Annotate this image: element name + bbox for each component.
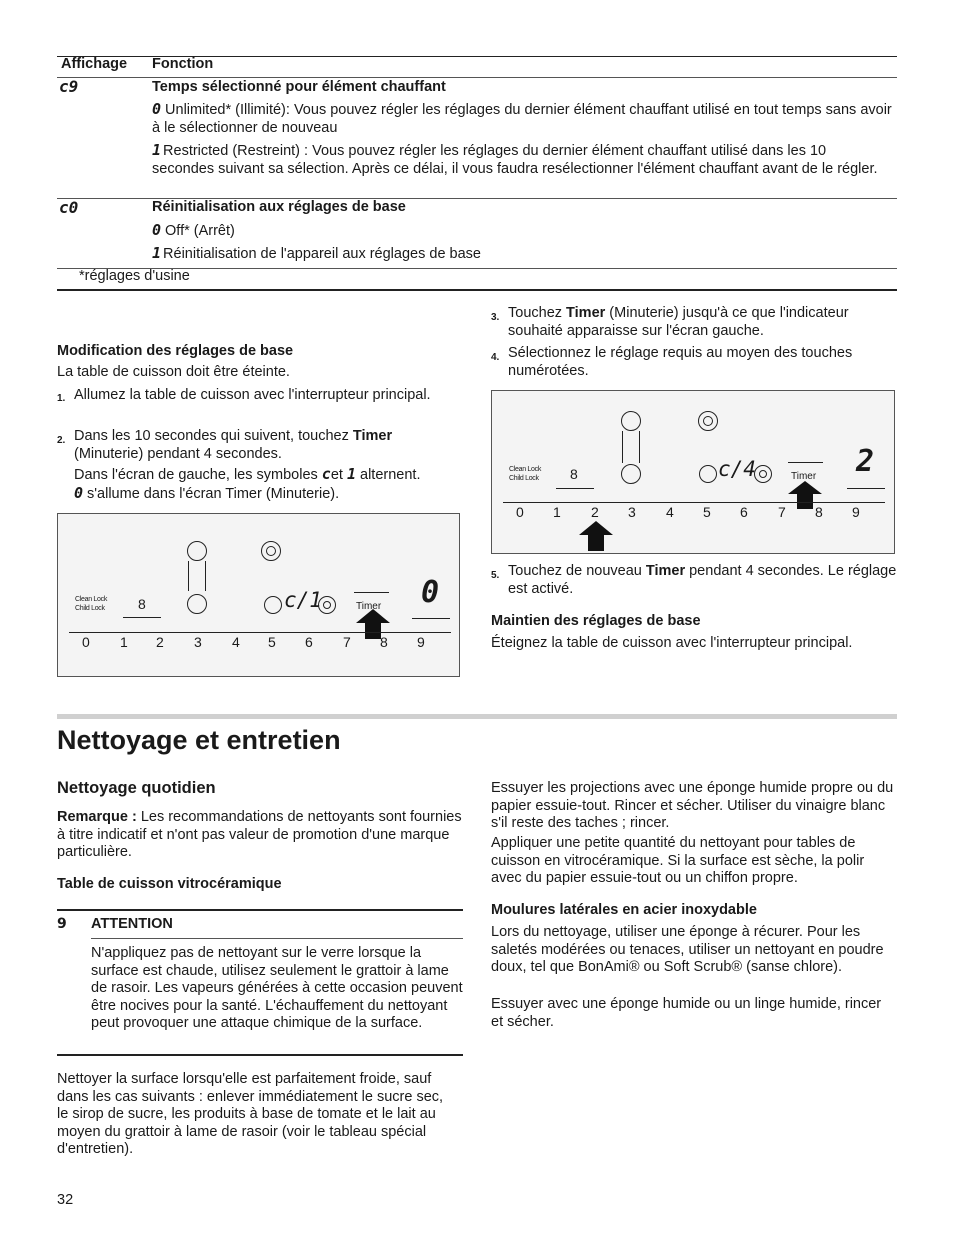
option-text: Réinitialisation de l'appareil aux réglages de base (163, 246, 481, 262)
child-lock-label: Child Lock (509, 475, 539, 482)
row-option (152, 142, 892, 178)
attention-bottom-rule (57, 1054, 463, 1056)
key-7: 7 (343, 634, 351, 650)
page-number: 32 (57, 1192, 74, 1208)
key-4: 4 (232, 634, 240, 650)
subsection-title: Nettoyage quotidien (57, 779, 216, 797)
right-paragraph-2: Appliquer une petite quantité du nettoyant pour tables de cuisson en vitrocéramique. Si la surface est sèche, la polir avec du papier essuie-tout ou un chiffon propre. (491, 835, 865, 886)
key-7: 7 (778, 504, 786, 520)
step-2-note (74, 466, 464, 485)
burner-inner-icon (266, 546, 276, 556)
moulures-paragraph-1: Lors du nettoyage, utiliser une éponge à récurer. Pour les saletés modérées ou tenaces, utiliser un nettoyant en poudre doux, tel que BonAmi® ou Soft Scrub® (sanse chlore). (491, 924, 884, 975)
row-title: Temps sélectionné pour élément chauffant (152, 79, 446, 95)
step-number: 1. (57, 393, 66, 404)
timer-label: Timer (356, 601, 382, 612)
remarque-label: Remarque : (57, 809, 137, 825)
burner-icon (621, 411, 641, 431)
arrow-up-icon (579, 521, 613, 551)
remarque (57, 809, 462, 862)
row-title: Réinitialisation aux réglages de base (152, 199, 406, 215)
clean-lock-label: Clean Lock (509, 466, 542, 473)
timer-display-digit: 0 (421, 575, 440, 610)
right-paragraph-1: Essuyer les projections avec une éponge humide propre ou du papier essuie-tout. Rincer et sécher. Utiliser du vinaigre blanc s'il reste des taches ; rincer. (491, 780, 894, 831)
control-panel-diagram-1 (57, 513, 460, 677)
keypad-line (503, 502, 885, 503)
key-0: 0 (516, 504, 524, 520)
note-text: et (330, 467, 343, 483)
step-number: 5. (491, 570, 500, 581)
key-6: 6 (305, 634, 313, 650)
step-text: (Minuterie) pendant 4 secondes. (74, 445, 282, 462)
step-text: Dans les 10 secondes qui suivent, touchez (74, 428, 353, 444)
note-text: s'allume dans l'écran Timer (Minuterie). (87, 486, 340, 502)
attention-text: N'appliquez pas de nettoyant sur le verre lorsque la surface est chaude, utilisez seulement le grattoir à lame de rasoir. Les vapeurs générées à cette occasion peuvent être nocives pour la santé. L'échauffement du nettoyant peut provoquer une attaque chimique de la surface. (91, 945, 463, 1031)
modification-intro: La table de cuisson doit être éteinte. (57, 364, 290, 380)
settings-table (57, 56, 897, 292)
step-5 (508, 563, 898, 598)
key-5: 5 (268, 634, 276, 650)
step-bold: Timer (352, 428, 393, 444)
clean-lock-label: Clean Lock (75, 596, 108, 603)
lock-digit: 8 (570, 466, 578, 482)
key-3: 3 (194, 634, 202, 650)
table-header-fonction: Fonction (152, 56, 214, 72)
step-number: 2. (57, 435, 66, 446)
table-footnote: *réglages d'usine (79, 268, 190, 284)
option-code: 0 (152, 100, 162, 118)
timer-label: Timer (791, 471, 817, 482)
step-2 (74, 428, 459, 463)
display-code-c0: c0 (59, 198, 79, 217)
note-text: Dans l'écran de gauche, les symboles (74, 467, 318, 483)
display-code: c/4 (718, 457, 756, 481)
option-code: 0 (152, 221, 162, 239)
option-code: 1 (152, 244, 162, 262)
vitro-heading: Table de cuisson vitrocéramique (57, 876, 282, 892)
table-header-affichage: Affichage (61, 56, 128, 72)
key-0: 0 (82, 634, 90, 650)
dash (354, 592, 389, 593)
display-code-c9: c9 (59, 77, 79, 96)
burner-bar (622, 431, 623, 463)
key-3: 3 (628, 504, 636, 520)
step-3 (508, 305, 898, 340)
display-circle-icon (699, 465, 717, 483)
burner-icon (187, 541, 207, 561)
step-bold: Timer (645, 563, 686, 579)
attention-label: ATTENTION (91, 916, 173, 932)
dash (847, 488, 885, 489)
dash (556, 488, 594, 489)
row-option (152, 222, 235, 241)
step-text: Touchez (508, 305, 567, 321)
step-text: pendant 4 secondes. Le réglage est activé. (508, 563, 897, 597)
key-6: 6 (740, 504, 748, 520)
symbol-0: 0 (74, 484, 84, 502)
option-text: Restricted (Restreint) : Vous pouvez régler les réglages du dernier élément chauffant utilisé dans les 10 secondes suivant sa sélection. Après ce délai, il vous faudra resélectionner l'élément chauffant avant de le régler. (152, 143, 878, 177)
step-text: Touchez de nouveau (508, 563, 646, 579)
row-option (152, 101, 892, 137)
dash (412, 618, 450, 619)
option-text: Unlimited* (Illimité): Vous pouvez régler les réglages du dernier élément chauffant utilisé en tout temps sans avoir à le sélectionner de nouveau (152, 102, 892, 136)
burner-bar (639, 431, 640, 463)
step-text: (Minuterie) jusqu'à ce que l'indicateur souhaité apparaisse sur l'écran gauche. (508, 305, 849, 339)
nettoyer-text: Nettoyer la surface lorsqu'elle est parfaitement froide, sauf dans les cas suivants : enlever immédiatement le sucre sec, le sirop de sucre, les produits à base de tomate et le lait au moyen du grattoir à lame de rasoir (voir le tableau spécial d'entretien). (57, 1071, 444, 1157)
key-4: 4 (666, 504, 674, 520)
maintien-heading: Maintien des réglages de base (491, 613, 701, 629)
burner-icon (621, 464, 641, 484)
display-circle-icon (264, 596, 282, 614)
row-option (152, 245, 481, 264)
key-1: 1 (120, 634, 128, 650)
burner-bar (205, 561, 206, 591)
key-5: 5 (703, 504, 711, 520)
option-text: Off* (Arrêt) (165, 223, 235, 239)
section-divider (57, 714, 897, 719)
burner-small-inner-icon (759, 470, 767, 478)
child-lock-label: Child Lock (75, 605, 105, 612)
burner-inner-icon (703, 416, 713, 426)
dash (123, 617, 161, 618)
attention-rule (91, 938, 463, 939)
burner-icon (187, 594, 207, 614)
remarque-text: Les recommandations de nettoyants sont fournies à titre indicatif et n'ont pas valeur de promotion d'une marque particulière. (57, 809, 462, 860)
section-title: Nettoyage et entretien (57, 725, 341, 755)
burner-bar (188, 561, 189, 591)
display-code: c/1 (284, 588, 322, 612)
symbol-c: c (321, 465, 331, 483)
maintien-text: Éteignez la table de cuisson avec l'interrupteur principal. (491, 635, 853, 651)
option-code: 1 (152, 141, 162, 159)
moulures-heading: Moulures latérales en acier inoxydable (491, 902, 757, 918)
note-text: alternent. (360, 467, 421, 483)
step-number: 3. (491, 312, 500, 323)
key-2: 2 (156, 634, 164, 650)
moulures-paragraph-2: Essuyer avec une éponge humide ou un linge humide, rincer et sécher. (491, 996, 882, 1030)
key-8: 8 (380, 634, 388, 650)
key-2: 2 (591, 504, 599, 520)
symbol-1: 1 (346, 465, 356, 483)
burner-small-inner-icon (323, 601, 331, 609)
key-8: 8 (815, 504, 823, 520)
attention-top-rule (57, 909, 463, 911)
key-9: 9 (852, 504, 860, 520)
timer-display-digit: 2 (856, 444, 875, 479)
keypad-line (69, 632, 451, 633)
modification-heading: Modification des réglages de base (57, 343, 294, 359)
step-4: Sélectionnez le réglage requis au moyen des touches numérotées. (508, 345, 853, 379)
warning-icon: 9 (57, 916, 67, 932)
control-panel-diagram-2 (491, 390, 895, 554)
lock-digit: 8 (138, 596, 146, 612)
step-2-note-b (74, 485, 339, 504)
step-1: Allumez la table de cuisson avec l'interrupteur principal. (74, 387, 431, 403)
key-9: 9 (417, 634, 425, 650)
key-1: 1 (553, 504, 561, 520)
step-bold: Timer (566, 305, 606, 321)
step-number: 4. (491, 352, 500, 363)
dash (788, 462, 823, 463)
